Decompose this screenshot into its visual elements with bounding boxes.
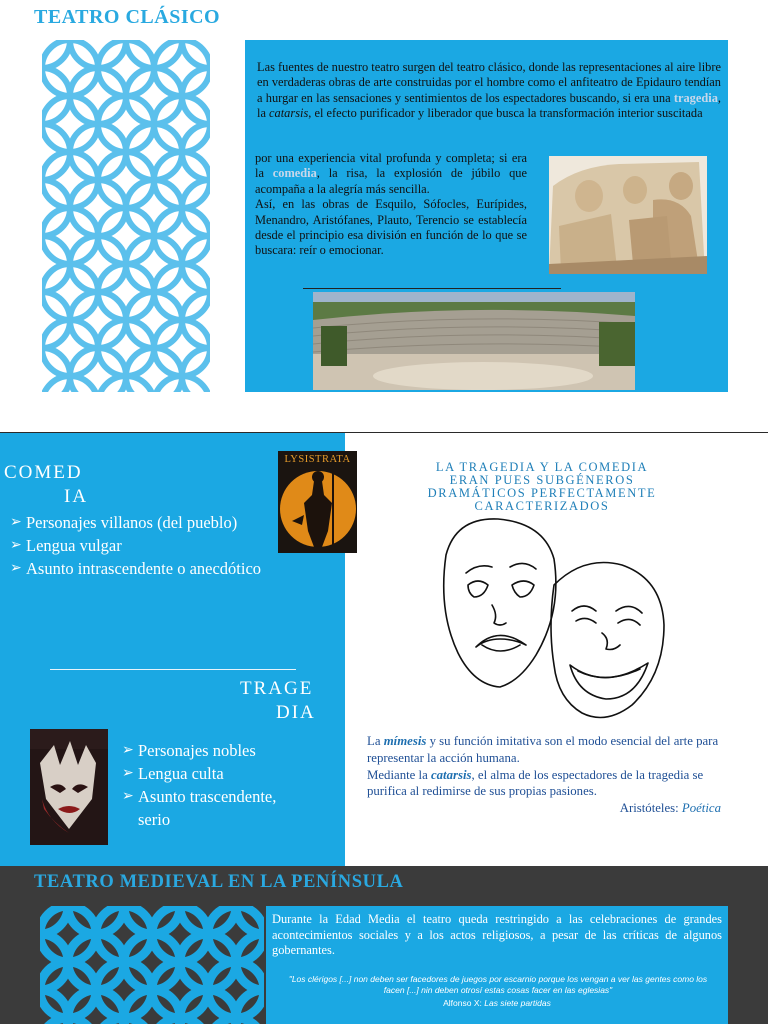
book-title: LYSISTRATA (284, 454, 351, 465)
slide-teatro-medieval (0, 866, 768, 1024)
tragedia-list (122, 739, 276, 831)
keyword-mimesis: mímesis (383, 734, 427, 748)
list-item: ➢ Personajes nobles (122, 741, 256, 760)
list-item: ➢ Lengua culta (122, 764, 224, 783)
epidaurus-theatre-image (313, 292, 635, 390)
continued-paragraph: por una experiencia vital profunda y completa; si era la comedia, la risa, la explosión de júbilo que acompaña a la alegría más sencilla. Así, en las obras de Esquilo, Sófocles, Eurípides, Menandro, Aristófanes, Plauto, Terencio se establecía desde el principio esa división en función de lo que se buscara: reír o emocionar. (255, 151, 527, 258)
intro-paragraph: Las fuentes de nuestro teatro surgen del teatro clásico, donde las representaciones al aire libre en verdaderas obras de arte construidas por el hombre como el anfiteatro de Epidauro tendían a hurgar en las sensaciones y sentimientos de los espectadores buscando, si era una tragedia, la catarsis, el efecto purificador y liberador que busca la transformación interior suscitada (257, 60, 721, 121)
medieval-paragraph: Durante la Edad Media el teatro queda restringido a las celebraciones de grandes acontecimientos sociales y a los actos religiosos, a pesar de las críticas de algunos gobernantes. (272, 912, 722, 957)
quote-attribution: Aristóteles: Poética (619, 801, 721, 816)
tragedy-book-cover (30, 729, 108, 845)
slide-title: TEATRO CLÁSICO (34, 6, 221, 28)
theatre-masks-icon (436, 515, 672, 725)
keyword-catarsis: catarsis (430, 767, 472, 782)
slide-teatro-clasico (0, 0, 768, 432)
keyword-comedia: comedia (272, 166, 317, 181)
comedia-heading: COMED IA (4, 462, 89, 507)
divider (50, 669, 296, 670)
greek-relief-image (549, 156, 707, 274)
keyword-catarsis: catarsis (269, 106, 309, 121)
decorative-circle-pattern (40, 906, 264, 1024)
genres-heading: LA TRAGEDIA Y LA COMEDIA ERAN PUES SUBGÉNEROS DRAMÁTICOS PERFECTAMENTE CARACTERIZADOS (427, 460, 657, 513)
slide-title: TEATRO MEDIEVAL EN LA PENÍNSULA (34, 872, 404, 892)
text-panel (245, 40, 728, 392)
list-item: ➢ Lengua vulgar (10, 536, 122, 555)
divider (303, 288, 561, 289)
decorative-circle-pattern (42, 40, 210, 392)
lysistrata-book-cover (278, 451, 357, 553)
tragedia-heading: TRAGE DIA (240, 678, 316, 723)
list-item: ➢ Asunto trascendente, (122, 787, 277, 806)
list-item: serio (138, 810, 171, 829)
quote-attribution: Alfonso X: Las siete partidas (443, 998, 551, 1008)
keyword-tragedia: tragedia (673, 90, 718, 105)
text-panel (266, 906, 728, 1024)
list-item: ➢ Asunto intrascendente o anecdótico (10, 559, 262, 578)
aristotle-quote: La mímesis y su función imitativa son el modo esencial del arte para representar la acción humana. Mediante la catarsis, el alma de los espectadores de la tragedia se purifica al redimirse de sus propias pasiones. Aristóteles: Poética (367, 733, 741, 817)
list-item: ➢ Personajes villanos (del pueblo) (10, 513, 238, 532)
comedia-list (10, 511, 261, 580)
alfonso-quote: "Los clérigos [...] non deben ser facedores de juegos por escarnio porque los vengan a ver las gentes como los facen [...] nin deben otrosí estas cosas facer en las eglesias" (288, 974, 708, 995)
slide-tragedia-comedia (0, 432, 768, 866)
authors-paragraph: Así, en las obras de Esquilo, Sófocles, Eurípides, Menandro, Aristófanes, Plauto, Terencio se establecía desde el principio esa división en función de lo que se buscara: reír o emocionar. (255, 197, 527, 258)
